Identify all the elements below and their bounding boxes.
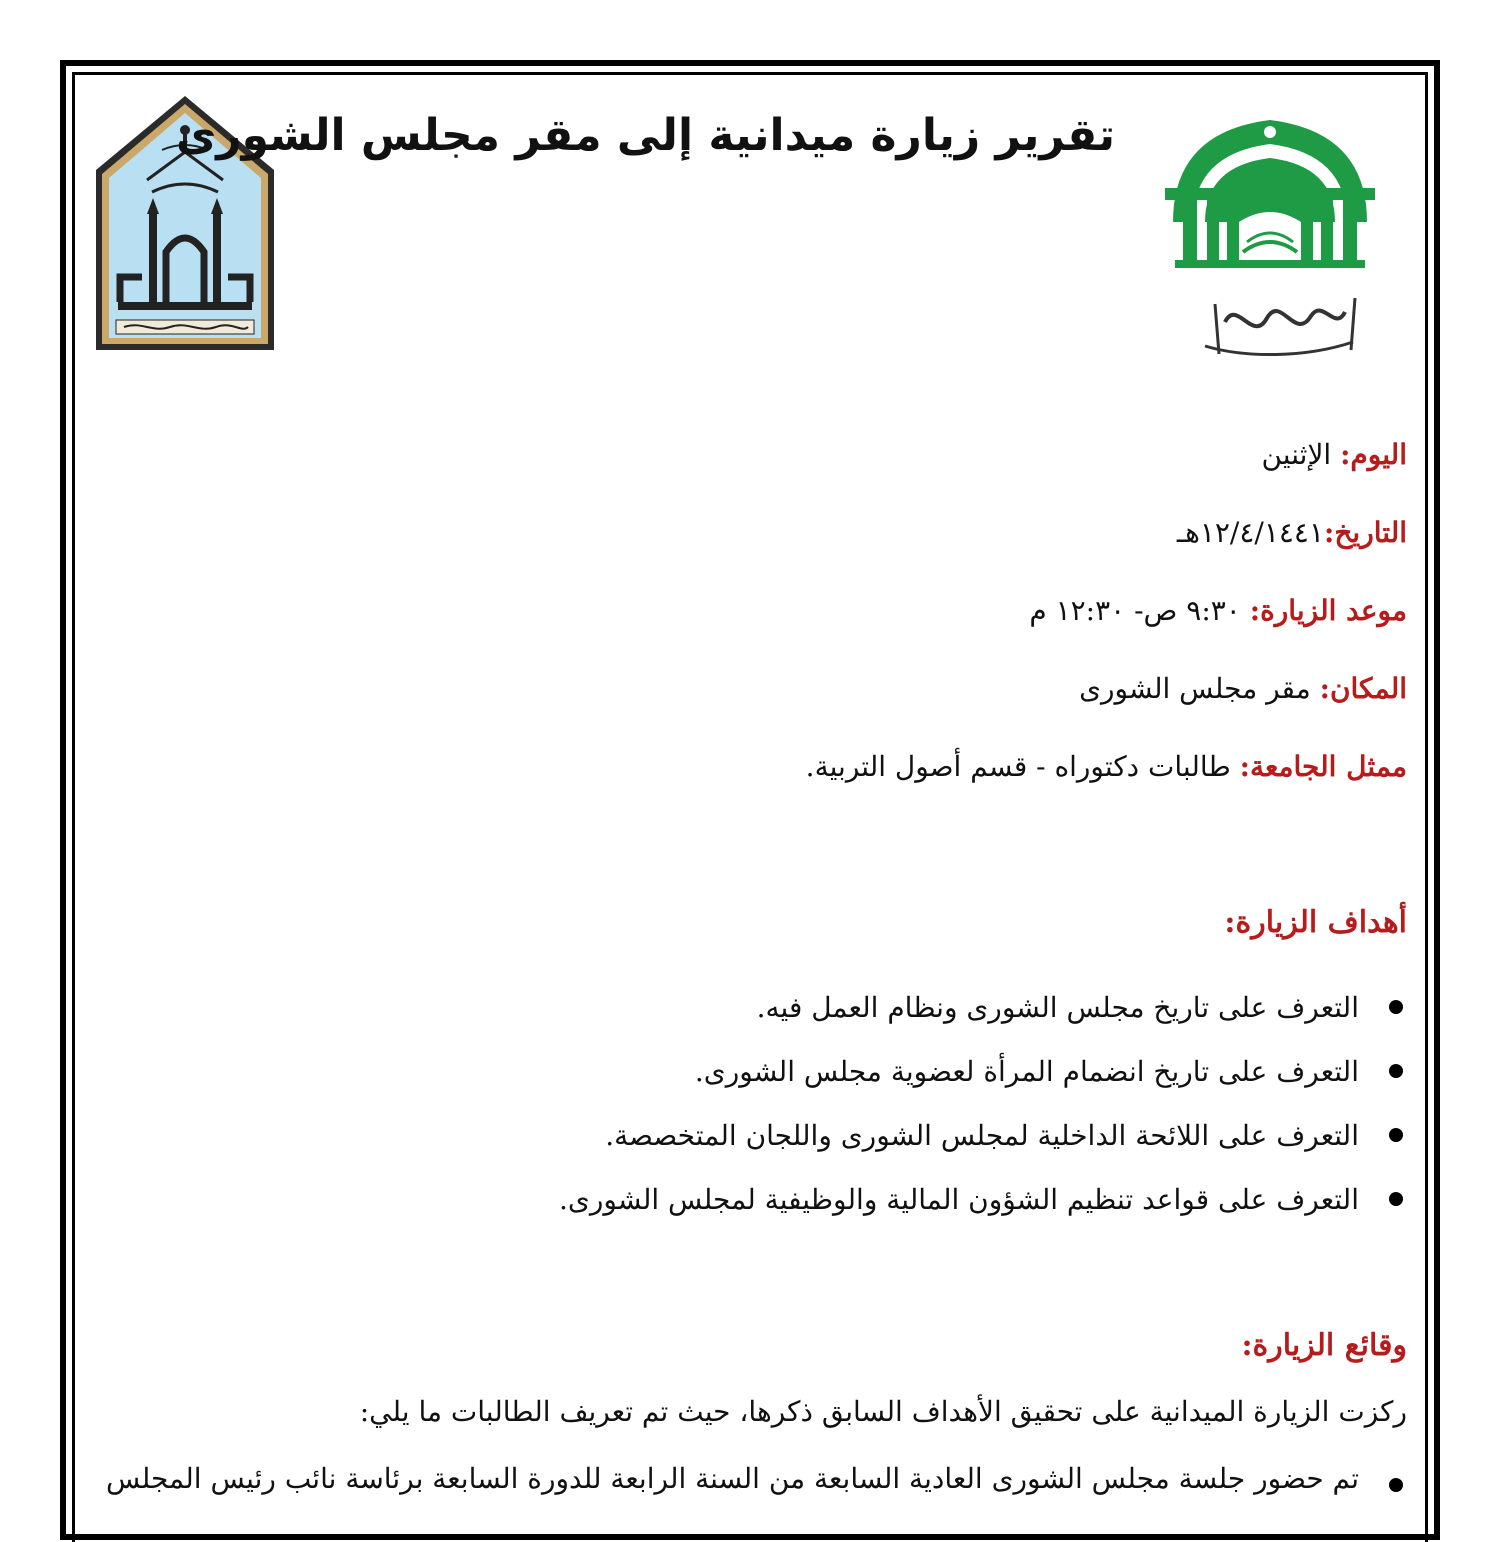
goals-list [207, 980, 1407, 1236]
info-date [307, 503, 1407, 581]
info-time-value: ٩:٣٠ ص- ١٢:٣٠ م [1029, 594, 1250, 627]
bullet-icon [1389, 1478, 1403, 1492]
list-item-text: التعرف على قواعد تنظيم الشؤون المالية والوظيفية لمجلس الشورى. [559, 1183, 1359, 1216]
events-first-item-text: تم حضور جلسة مجلس الشورى العادية السابعة من السنة الرابعة للدورة السابعة برئاسة نائب رئيس المجلس [106, 1462, 1359, 1495]
goals-heading: أهداف الزيارة: [1224, 905, 1407, 940]
page-title: تقرير زيارة ميدانية إلى مقر مجلس الشورى [175, 110, 1115, 161]
bullet-icon [1389, 1000, 1403, 1014]
info-representative [307, 737, 1407, 815]
info-day [307, 425, 1407, 503]
events-heading: وقائع الزيارة: [1241, 1328, 1407, 1363]
info-day-label: اليوم: [1340, 438, 1407, 471]
visit-info [307, 425, 1407, 815]
list-item [207, 1172, 1407, 1236]
bullet-icon [1389, 1192, 1403, 1206]
list-item-text: التعرف على تاريخ مجلس الشورى ونظام العمل فيه. [756, 991, 1359, 1024]
shura-council-logo [1145, 92, 1395, 388]
events-first-item [106, 1462, 1407, 1500]
events-intro: ركزت الزيارة الميدانية على تحقيق الأهداف السابق ذكرها، حيث تم تعريف الطالبات ما يلي: [359, 1395, 1407, 1428]
info-date-label: التاريخ: [1323, 516, 1407, 549]
list-item [207, 1044, 1407, 1108]
info-place [307, 659, 1407, 737]
bullet-icon [1389, 1128, 1403, 1142]
list-item [207, 1108, 1407, 1172]
list-item-text: التعرف على تاريخ انضمام المرأة لعضوية مجلس الشورى. [694, 1055, 1359, 1088]
info-date-value: ١٢/٤/١٤٤١هـ [1176, 516, 1324, 549]
bullet-icon [1389, 1064, 1403, 1078]
list-item [207, 980, 1407, 1044]
info-representative-label: ممثل الجامعة: [1239, 750, 1407, 783]
info-representative-value: طالبات دكتوراه - قسم أصول التربية. [805, 750, 1240, 783]
info-place-value: مقر مجلس الشورى [1079, 672, 1320, 705]
info-time [307, 581, 1407, 659]
info-time-label: موعد الزيارة: [1249, 594, 1407, 627]
list-item-text: التعرف على اللائحة الداخلية لمجلس الشورى واللجان المتخصصة. [605, 1119, 1359, 1152]
info-day-value: الإثنين [1261, 438, 1341, 471]
info-place-label: المكان: [1319, 672, 1407, 705]
